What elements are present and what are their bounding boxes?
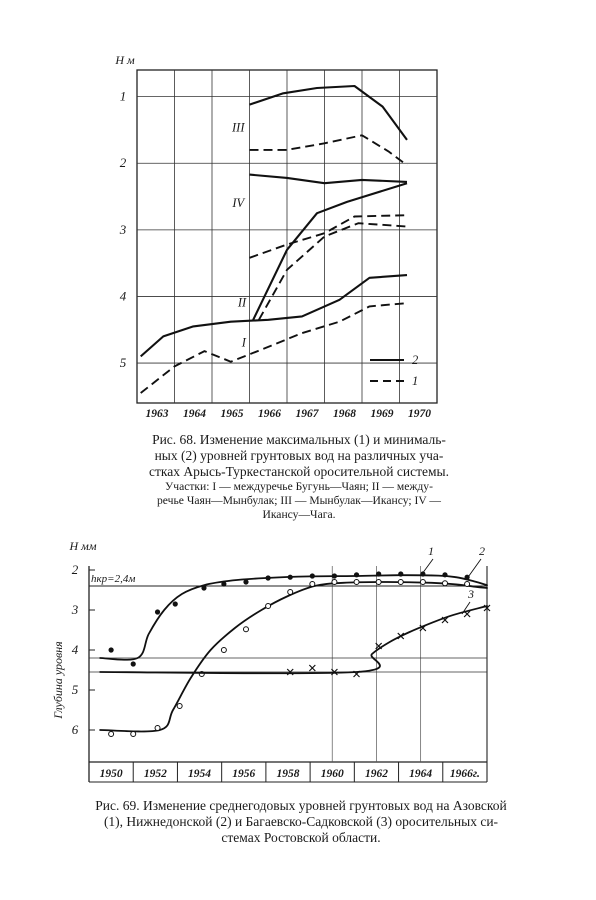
fig69-series-2-point bbox=[442, 581, 447, 586]
fig69-series-2-point bbox=[109, 732, 114, 737]
fig69-x-tick-label: 1966г. bbox=[449, 768, 480, 780]
fig69-series bbox=[100, 571, 490, 736]
fig69-x-tick-label: 1954 bbox=[188, 768, 212, 780]
fig68-caption-line: стках Арысь-Туркестанской оросительной системы. bbox=[149, 464, 449, 479]
fig68-x-tick-label: 1968 bbox=[333, 408, 356, 420]
fig68-caption-line: ных (2) уровней грунтовых вод на различных уча- bbox=[154, 448, 444, 463]
fig69-x-tick-label: 1958 bbox=[276, 768, 300, 780]
fig69-series-2-point bbox=[266, 604, 271, 609]
fig68-x-tick-label: 1970 bbox=[408, 408, 431, 420]
fig69-y-tick-label: 2 bbox=[71, 562, 79, 577]
fig69-y-tick-label: 6 bbox=[71, 722, 79, 737]
fig69-y-unit: Н мм bbox=[69, 539, 97, 553]
fig69-series-2-point bbox=[177, 704, 182, 709]
fig69-series-2-point bbox=[243, 627, 248, 632]
fig69-x-tick-label: 1956 bbox=[232, 768, 256, 780]
fig69-series-2-point bbox=[465, 582, 470, 587]
fig69-series-1-point bbox=[109, 647, 114, 652]
fig69-series-1-point bbox=[266, 575, 271, 580]
fig69-series-1-point bbox=[310, 573, 315, 578]
fig69-x-tick-label: 1964 bbox=[409, 768, 433, 780]
fig69-series-3-curve bbox=[100, 606, 487, 673]
fig69-series-2-curve bbox=[100, 582, 487, 731]
fig69-series-1-point bbox=[221, 581, 226, 586]
fig69-series-1-point bbox=[354, 572, 359, 577]
fig69-y-axis-label: Глубина уровня bbox=[51, 641, 65, 719]
fig69-series-1-point bbox=[131, 661, 136, 666]
fig69-caption bbox=[50, 798, 552, 846]
fig68-y-tick-label: 5 bbox=[119, 355, 127, 371]
fig69-critical-level-label: hкр=2,4м bbox=[91, 573, 136, 585]
fig69-series-1-point bbox=[288, 575, 293, 580]
fig68-y-tick-label: 1 bbox=[119, 88, 127, 104]
fig69-series-2-point bbox=[398, 580, 403, 585]
fig68-note-line: Икансу—Чага. bbox=[262, 508, 336, 521]
fig69-series-2-point bbox=[155, 726, 160, 731]
fig69-series-1-curve bbox=[100, 575, 487, 660]
fig69-y-tick-label: 3 bbox=[71, 602, 79, 617]
fig68-x-tick-label: 1965 bbox=[220, 408, 244, 420]
fig69-caption-line: стемах Ростовской области. bbox=[221, 830, 381, 845]
fig69-series-1-point bbox=[398, 571, 403, 576]
fig69-series-label: 3 bbox=[468, 587, 474, 601]
fig68-section-label: IV bbox=[232, 196, 245, 211]
fig69-caption-line: Рис. 69. Изменение среднегодовых уровней грунтовых вод на Азовской bbox=[95, 798, 507, 813]
fig69-x-tick-label: 1952 bbox=[143, 768, 167, 780]
fig68-note-line: речье Чаян—Мынбулак; III — Мынбулак—Икансу; IV — bbox=[157, 494, 441, 507]
fig68-x-tick-label: 1963 bbox=[145, 408, 169, 420]
fig69-series-1-point bbox=[173, 601, 178, 606]
fig68-y-tick-label: 2 bbox=[119, 155, 127, 171]
fig68-y-tick-label: 3 bbox=[119, 221, 127, 237]
fig69-series-2-point bbox=[221, 648, 226, 653]
fig69-series-1-point bbox=[201, 585, 206, 590]
fig69-series-1-point bbox=[332, 573, 337, 578]
fig69-series-label: 2 bbox=[479, 544, 485, 558]
fig69-y-tick-label: 4 bbox=[71, 642, 79, 657]
fig69-x-tick-label: 1950 bbox=[99, 768, 123, 780]
fig69-labels bbox=[91, 544, 485, 614]
fig68-x-tick-label: 1964 bbox=[183, 408, 206, 420]
fig69-series-2-point bbox=[310, 582, 315, 587]
fig68-x-tick-label: 1969 bbox=[370, 408, 394, 420]
fig68-note-line: Участки: I — междуречье Бугунь—Чаян; II — между- bbox=[165, 480, 433, 493]
fig69-series-1-point bbox=[243, 579, 248, 584]
fig68-x-tick-label: 1967 bbox=[295, 408, 319, 420]
fig68-section-label: II bbox=[237, 295, 247, 310]
fig68-section-label: I bbox=[241, 335, 246, 350]
fig69-series-1-point bbox=[442, 572, 447, 577]
fig68-legend-label: 1 bbox=[412, 374, 419, 388]
fig69-y-tick-label: 5 bbox=[71, 682, 79, 697]
fig68-x-tick-label: 1966 bbox=[258, 408, 281, 420]
fig68-legend-label: 2 bbox=[412, 353, 419, 367]
fig69-x-tick-label: 1962 bbox=[364, 768, 388, 780]
fig69-series-1-point bbox=[155, 609, 160, 614]
fig69-series-2-point bbox=[131, 732, 136, 737]
fig68-y-unit: Н м bbox=[115, 53, 135, 67]
fig68-section-label: III bbox=[232, 120, 245, 135]
fig69-series-2-point bbox=[288, 590, 293, 595]
fig69-series-2-point bbox=[332, 580, 337, 585]
fig69-series-3-point bbox=[309, 665, 315, 671]
fig68-caption-line: Рис. 68. Изменение максимальных (1) и минималь- bbox=[152, 432, 446, 447]
fig69-series-1-point bbox=[376, 571, 381, 576]
fig69-x-tick-label: 1960 bbox=[320, 768, 344, 780]
fig68-y-tick-label: 4 bbox=[119, 288, 127, 304]
fig69-series-leader bbox=[466, 559, 481, 580]
fig69-series-2-point bbox=[420, 580, 425, 585]
fig69-caption-line: (1), Нижнедонской (2) и Багаевско-Садковской (3) оросительных си- bbox=[103, 814, 499, 829]
fig69-series-2-point bbox=[376, 580, 381, 585]
fig69-series-label: 1 bbox=[428, 544, 434, 558]
fig69-series-leader bbox=[422, 559, 433, 574]
fig69-series-2-point bbox=[354, 580, 359, 585]
